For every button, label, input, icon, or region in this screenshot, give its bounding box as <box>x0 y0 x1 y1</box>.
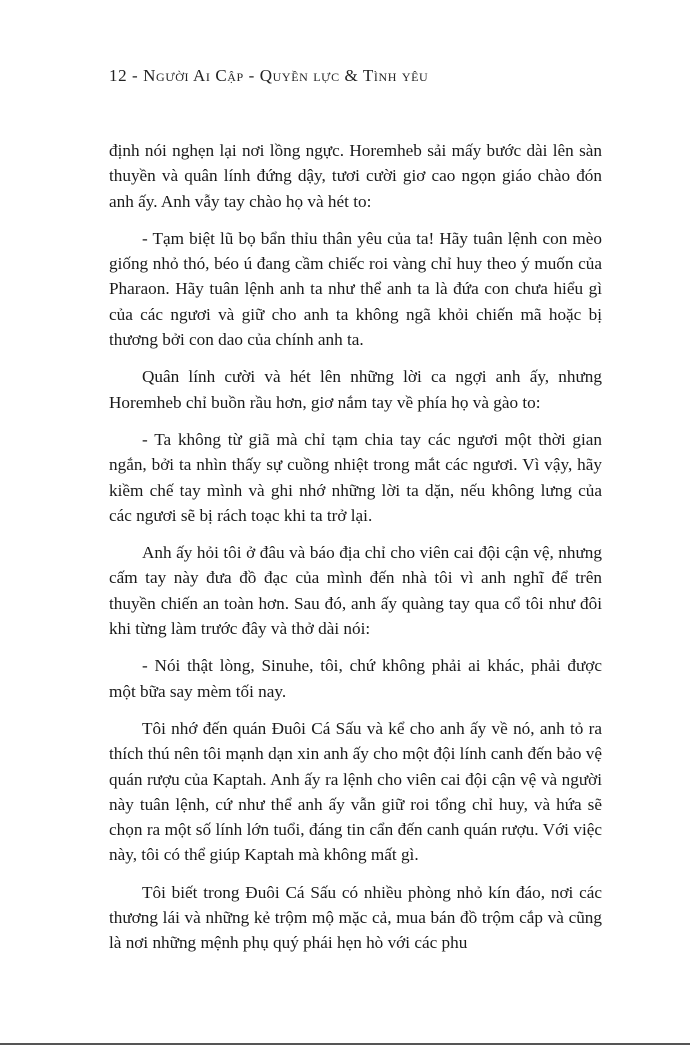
header-separator: - <box>243 66 260 85</box>
header-separator: - <box>127 66 144 85</box>
running-header <box>109 66 428 86</box>
book-title: Người Ai Cập <box>143 66 244 85</box>
paragraph: - Ta không từ giã mà chỉ tạm chia tay các ngươi một thời gian ngắn, bởi ta nhìn thấy sự cuồng nhiệt trong mắt các ngươi. Vì vậy, hãy kiềm chế tay mình và ghi nhớ những lời ta dặn, nếu không lưng của các ngươi sẽ bị rách toạc khi ta trở lại. <box>109 429 602 525</box>
bottom-divider <box>0 1043 690 1045</box>
paragraph: định nói nghẹn lại nơi lồng ngực. Horemheb sải mấy bước dài lên sàn thuyền và quân lính đứng dậy, tươi cười giơ cao ngọn giáo chào đón anh ấy. Anh vẫy tay chào họ và hét to: <box>109 141 602 211</box>
paragraph: Tôi nhớ đến quán Đuôi Cá Sấu và kể cho anh ấy về nó, anh tỏ ra thích thú nên tôi mạnh dạn xin anh ấy cho một đội lính canh đến bảo vệ quán rượu của Kaptah. Anh ấy ra lệnh cho viên cai đội cận vệ và người này tuân lệnh, cứ như thể anh ấy vẫn giữ roi tổng chỉ huy, và hứa sẽ chọn ra một số lính lớn tuổi, đáng tin cẩn đến canh quán rượu. Với việc này, tôi có thể giúp Kaptah mà không mất gì. <box>109 718 602 865</box>
paragraph: Anh ấy hỏi tôi ở đâu và báo địa chỉ cho viên cai đội cận vệ, nhưng cấm tay này đưa đồ đạc của mình đến nhà tôi vì anh nghĩ để trên thuyền chiến an toàn hơn. Sau đó, anh ấy quàng tay qua cổ tôi như đôi khi từng làm trước đây và thở dài nói: <box>109 543 602 639</box>
paragraph: Tôi biết trong Đuôi Cá Sấu có nhiều phòng nhỏ kín đáo, nơi các thương lái và những kẻ trộm mộ mặc cả, mua bán đồ trộm cắp và cũng là nơi những mệnh phụ quý phái hẹn hò với các phu <box>109 882 602 953</box>
paragraph: - Nói thật lòng, Sinuhe, tôi, chứ không phải ai khác, phải được một bữa say mèm tối nay. <box>109 656 602 701</box>
book-subtitle: Quyền lực & Tình yêu <box>259 66 429 85</box>
paragraph: Quân lính cười và hét lên những lời ca ngợi anh ấy, nhưng Horemheb chỉ buồn rầu hơn, giơ nắm tay về phía họ và gào to: <box>109 367 602 412</box>
page-body <box>109 138 602 956</box>
page-number: 12 <box>109 66 128 85</box>
paragraph: - Tạm biệt lũ bọ bẩn thỉu thân yêu của ta! Hãy tuân lệnh con mèo giống nhỏ thó, béo ú đang cầm chiếc roi vàng chỉ huy theo ý muốn của Pharaon. Hãy tuân lệnh anh ta như thể anh ta là đứa con chưa hiểu gì của các ngươi và giữ cho anh ta không ngã khỏi chiến mã hoặc bị thương bởi con dao của chính anh ta. <box>109 228 602 350</box>
